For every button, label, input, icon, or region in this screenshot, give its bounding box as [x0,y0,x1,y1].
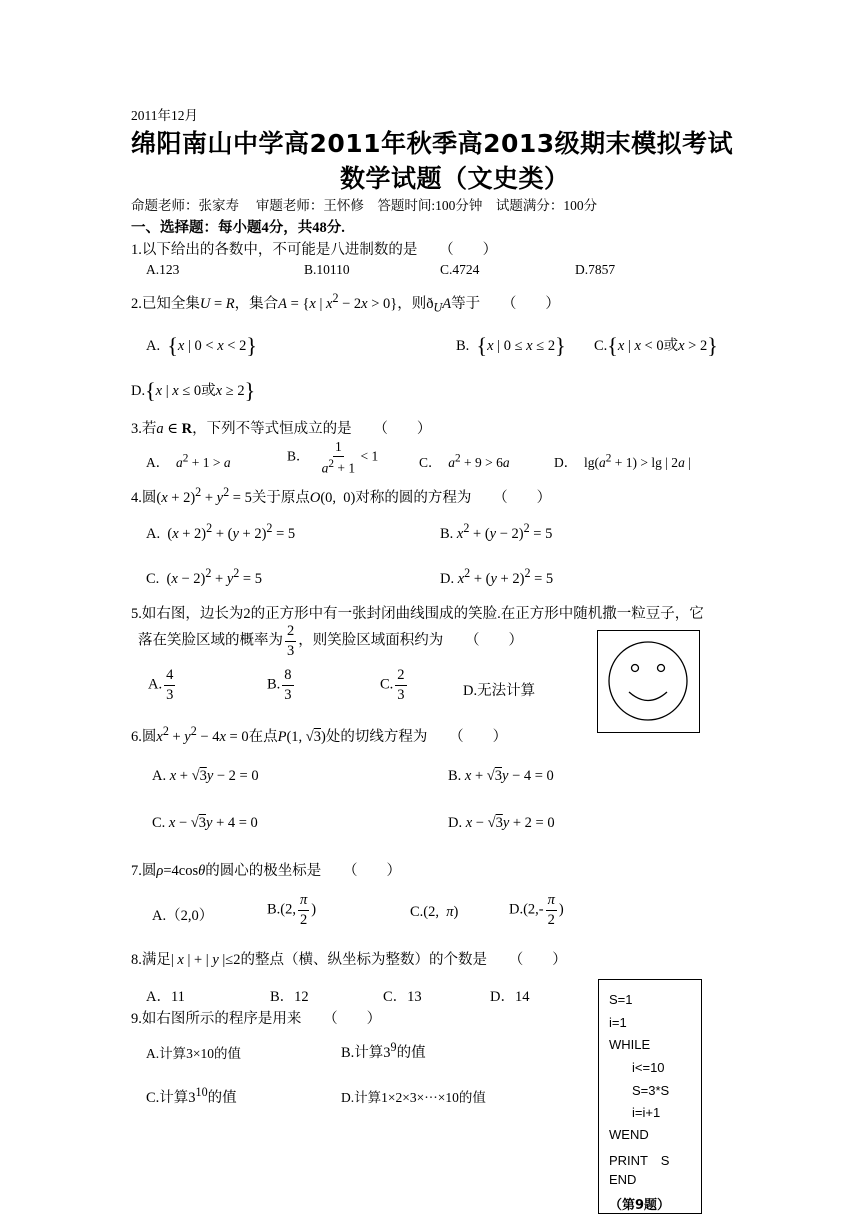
q3-option-b: B． $\frac{1}{a^2 + 1}$ < 1 [287,439,379,475]
q4-option-c: C. $(x - 2)^2 + y^2 = 5$ [146,566,262,587]
q8-stem: 8.满足| x | + | y |≤2的整点（横、纵坐标为整数）的个数是 （ ） [131,952,567,968]
program-line: PRINT S [609,1153,670,1168]
q9-option-a: A.计算3×10的值 [146,1046,241,1061]
q6-stem: 6.圆$x^2 + y^2 - 4x = 0$在点P(1, √3)处的切线方程为 （ ） [131,724,508,745]
q7-option-b: B.(2, $\frac{\pi}{2}$ ) [267,892,317,928]
program-line: i=1 [609,1015,627,1030]
exam-title: 绵阳南山中学高2011年秋季高2013级期末模拟考试 [131,129,734,158]
q5-option-d: D.无法计算 [463,683,536,699]
smiley-face-icon [598,631,698,731]
q5-stem-line2: 落在笑脸区域的概率为 $\frac{2}{3}$ ，则笑脸区域面积约为 （ ） [138,623,523,659]
program-listing [598,979,702,1214]
q6-option-c: C. x − √3y + 4 = 0 [152,815,258,831]
q4-option-d: D. $x^2 + (y + 2)^2 = 5$ [440,566,554,587]
program-line: i<=10 [632,1060,665,1075]
q3-option-d: D． $\lg(a^2 + 1) > \lg$ | 2a | [554,452,691,470]
q4-stem: 4.圆$(x + 2)^2 + y^2 = 5$关于原点O(0, 0)对称的圆的方程为 （ ） [131,485,552,506]
q6-option-b: B. x + √3y − 4 = 0 [448,768,554,784]
q7-option-a: A.（2,0） [152,908,214,924]
exam-date: 2011年12月 [131,108,198,123]
q4-option-b: B. $x^2 + (y - 2)^2 = 5$ [440,521,553,542]
q2-option-b: B. {x | 0 ≤ x ≤ 2} [456,333,566,358]
q2-option-d: D.{x | x ≤ 0或x ≥ 2} [131,378,256,403]
q9-stem: 9.如右图所示的程序是用来 （ ） [131,1011,382,1027]
q5-option-c: C. $\frac{2}{3}$ [380,667,405,703]
q9-option-c: C.计算$3^{10}$的值 [146,1085,237,1106]
section-heading: 一、选择题：每小题4分，共48分. [131,220,345,236]
q9-option-d: D.计算1×2×3×···×10的值 [341,1090,486,1105]
q8-option-d: D．14 [490,989,530,1005]
q2-stem: 2.已知全集U = R，集合A = {x | $x^2 - 2x > 0$}，则$ð_UA$等于 （ ） [131,291,560,315]
q7-stem: 7.圆ρ=4cosθ的圆心的极坐标是 （ ） [131,863,401,879]
exam-subtitle: 数学试题（文史类） [340,164,570,193]
program-line: END [609,1172,637,1187]
q8-option-a: A．11 [146,989,185,1005]
program-line: S=1 [609,992,633,1007]
q2-option-a: A. {x | 0 < x < 2} [146,333,257,358]
q5-option-a: A. $\frac{4}{3}$ [148,667,174,703]
q1-option-b: B.10110 [304,262,350,277]
program-line: WEND [609,1127,649,1142]
q9-option-b: B.计算$3^9$的值 [341,1040,426,1061]
q3-option-c: C． $a^2 + 9 > 6a$ [419,452,510,470]
q1-stem: 1.以下给出的各数中，不可能是八进制数的是 （ ） [131,242,498,258]
program-line: i=i+1 [632,1105,661,1120]
q1-option-d: D.7857 [575,262,616,277]
q8-option-b: B．12 [270,989,309,1005]
smiley-figure [597,630,700,733]
q8-option-c: C．13 [383,989,422,1005]
q6-option-a: A. x + √3y − 2 = 0 [152,768,259,784]
exam-info: 命题老师：张家寿 审题老师：王怀修 答题时间:100分钟 试题满分：100分 [131,198,598,213]
q7-option-d: D.(2,- $\frac{\pi}{2}$ ) [509,892,564,928]
program-caption: （第9题） [609,1198,671,1213]
q7-option-c: C.(2, π) [410,904,459,920]
q2-option-c: C.{x | x < 0或x > 2} [594,333,718,358]
program-line: S=3*S [632,1083,670,1098]
program-line: WHILE [609,1037,651,1052]
q1-option-c: C.4724 [440,262,480,277]
q4-option-a: A. $(x + 2)^2 + (y + 2)^2 = 5$ [146,521,296,542]
q3-option-a: A． $a^2 + 1 > a$ [146,452,231,470]
q1-option-a: A.123 [146,262,180,277]
q5-option-b: B. $\frac{8}{3}$ [267,667,292,703]
q3-stem: 3.若a ∈ R，下列不等式恒成立的是 （ ） [131,421,432,437]
q6-option-d: D. x − √3y + 2 = 0 [448,815,555,831]
q5-stem-line1: 5.如右图，边长为2的正方形中有一张封闭曲线围成的笑脸.在正方形中随机撒一粒豆子，它 [131,606,704,622]
